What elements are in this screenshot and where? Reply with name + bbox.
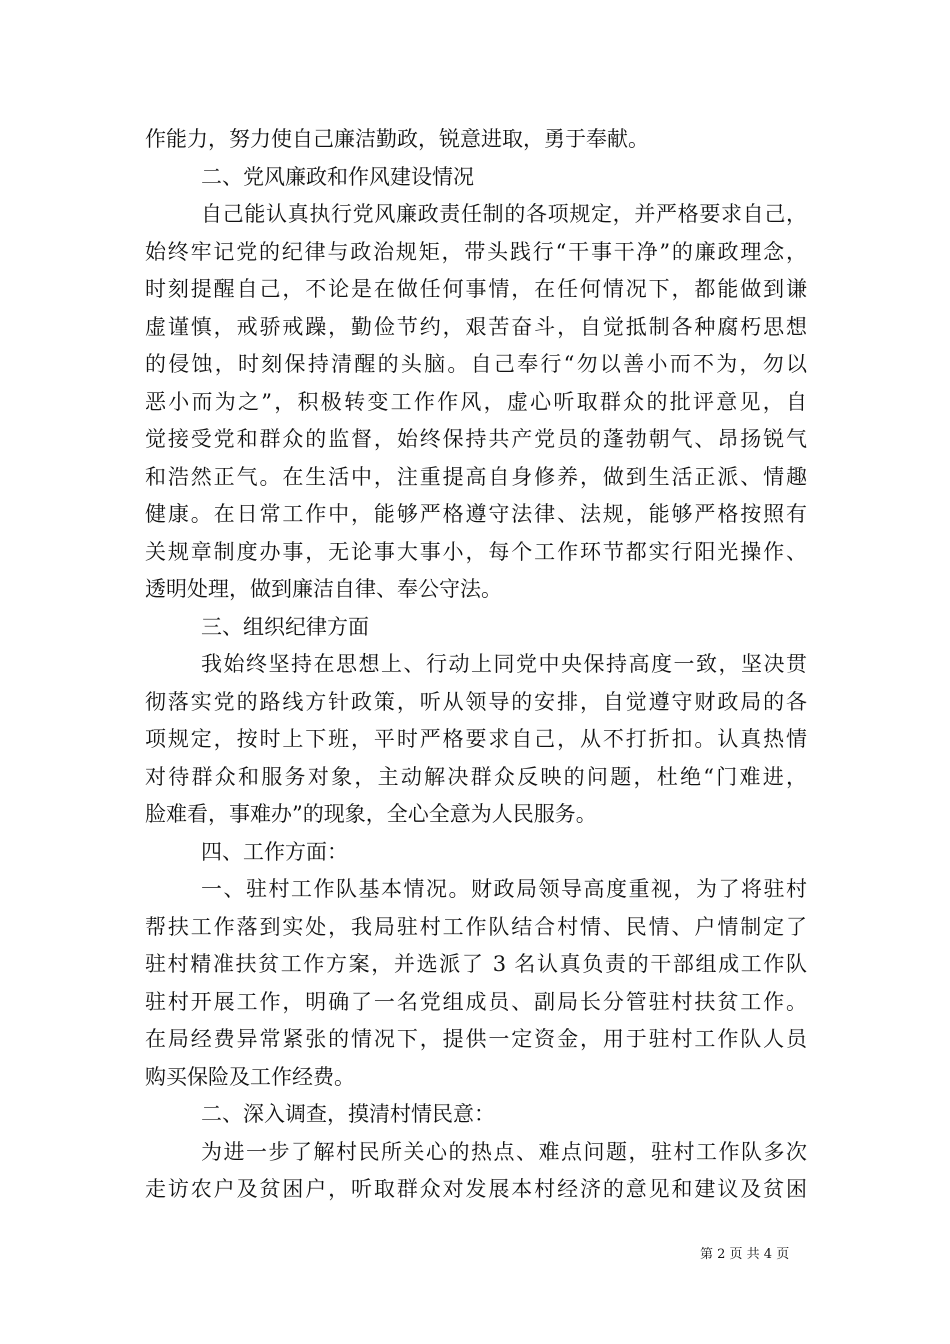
text-line: 觉接受党和群众的监督，始终保持共产党员的蓬勃朝气、昂扬锐气 bbox=[145, 427, 807, 451]
text-line: 健康。在日常工作中，能够严格遵守法律、法规，能够严格按照有 bbox=[145, 502, 807, 526]
text-line: 作能力，努力使自己廉洁勤政，锐意进取，勇于奉献。 bbox=[145, 127, 649, 151]
text-line: 走访农户及贫困户，听取群众对发展本村经济的意见和建议及贫困 bbox=[145, 1177, 807, 1201]
text-line: 项规定，按时上下班，平时严格要求自己，从不打折扣。认真热情 bbox=[145, 727, 807, 751]
text-line: 在局经费异常紧张的情况下，提供一定资金，用于驻村工作队人员 bbox=[145, 1027, 807, 1051]
text-line: 脸难看，事难办”的现象，全心全意为人民服务。 bbox=[145, 802, 597, 826]
text-line: 购买保险及工作经费。 bbox=[145, 1064, 355, 1089]
text-line: 的侵蚀，时刻保持清醒的头脑。自己奉行“勿以善小而不为，勿以 bbox=[145, 352, 807, 376]
text-line: 恶小而为之”，积极转变工作作风，虚心听取群众的批评意见，自 bbox=[145, 389, 807, 414]
text-line: 关规章制度办事，无论事大事小，每个工作环节都实行阳光操作、 bbox=[145, 539, 807, 564]
document-body bbox=[145, 121, 807, 1209]
section-heading: 三、组织纪律方面 bbox=[201, 614, 369, 639]
page-number-footer: 第 2 页 共 4 页 bbox=[700, 1247, 790, 1262]
section-heading: 二、深入调查，摸清村情民意： bbox=[201, 1102, 495, 1126]
text-line: 时刻提醒自己，不论是在做任何事情，在任何情况下，都能做到谦 bbox=[145, 277, 807, 301]
text-line: 彻落实党的路线方针政策，听从领导的安排，自觉遵守财政局的各 bbox=[145, 689, 807, 714]
section-heading: 四、工作方面： bbox=[201, 839, 348, 864]
text-line: 帮扶工作落到实处，我局驻村工作队结合村情、民情、户情制定了 bbox=[145, 914, 807, 939]
text-line: 和浩然正气。在生活中，注重提高自身修养，做到生活正派、情趣 bbox=[145, 464, 807, 489]
text-line: 为进一步了解村民所关心的热点、难点问题，驻村工作队多次 bbox=[201, 1139, 807, 1164]
text-line: 透明处理，做到廉洁自律、奉公守法。 bbox=[145, 577, 502, 601]
section-heading: 二、党风廉政和作风建设情况 bbox=[201, 164, 474, 189]
text-line: 驻村精准扶贫工作方案，并选派了 3 名认真负责的干部组成工作队 bbox=[145, 952, 807, 976]
text-line: 自己能认真执行党风廉政责任制的各项规定，并严格要求自己， bbox=[201, 202, 807, 226]
text-line: 驻村开展工作，明确了一名党组成员、副局长分管驻村扶贫工作。 bbox=[145, 989, 807, 1014]
text-line: 对待群众和服务对象，主动解决群众反映的问题，杜绝“门难进， bbox=[145, 764, 807, 789]
text-line: 一、驻村工作队基本情况。财政局领导高度重视，为了将驻村 bbox=[201, 877, 807, 901]
text-line: 我始终坚持在思想上、行动上同党中央保持高度一致，坚决贯 bbox=[201, 652, 807, 676]
text-line: 始终牢记党的纪律与政治规矩，带头践行“干事干净”的廉政理念， bbox=[145, 239, 807, 264]
text-line: 虚谨慎，戒骄戒躁，勤俭节约，艰苦奋斗，自觉抵制各种腐朽思想 bbox=[145, 314, 807, 339]
